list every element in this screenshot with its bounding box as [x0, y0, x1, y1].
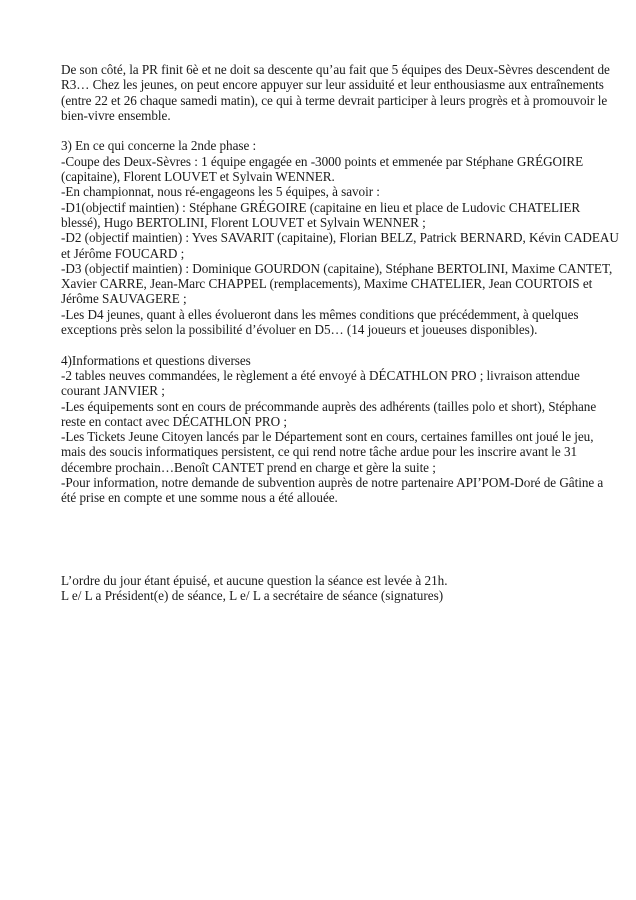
blank-line — [61, 123, 576, 138]
section-3-second-phase — [61, 138, 619, 338]
closing-statement — [61, 573, 576, 604]
text-line: -Pour information, notre demande de subvention auprès de notre partenaire API’POM-Doré de Gâtine a — [61, 475, 604, 491]
text-line: (entre 22 et 26 chaque samedi matin), ce qui à terme devrait participer à leurs progrès et à promouvoir le — [61, 92, 608, 108]
text-line: mais des soucis informatiques persistent, ce qui rend notre tâche ardue pour les inscrire avant le 31 — [61, 444, 578, 460]
text-line: -En championnat, nous ré-engageons les 5 équipes, à savoir : — [61, 184, 380, 200]
intro-paragraph — [61, 62, 610, 123]
text-line: -Les Tickets Jeune Citoyen lancés par le Département sont en cours, certaines familles ont joué le jeu, — [61, 429, 594, 445]
text-line: bien-vivre ensemble. — [61, 107, 171, 123]
text-line: reste en contact avec DÉCATHLON PRO ; — [61, 413, 287, 429]
text-line: -2 tables neuves commandées, le règlement a été envoyé à DÉCATHLON PRO ; livraison attendue — [61, 367, 580, 383]
section-4-informations — [61, 352, 604, 506]
text-line: exceptions près selon la possibilité d’évoluer en D5… (14 joueurs et joueuses disponibles). — [61, 322, 538, 338]
text-line: -D1(objectif maintien) : Stéphane GRÉGOIRE (capitaine en lieu et place de Ludovic CHATELIER — [61, 199, 581, 215]
text-line: -Les D4 jeunes, quant à elles évolueront dans les mêmes conditions que précédemment, à quelques — [61, 306, 579, 322]
section-heading: 4)Informations et questions diverses — [61, 352, 251, 368]
text-line: décembre prochain…Benoît CANTET prend en charge et gère la suite ; — [61, 459, 436, 475]
text-line: -Coupe des Deux-Sèvres : 1 équipe engagée en -3000 points et emmenée par Stéphane GRÉGOIRE — [61, 153, 584, 169]
text-line: Jérôme SAUVAGERE ; — [61, 291, 187, 307]
text-line: (capitaine), Florent LOUVET et Sylvain WENNER. — [61, 169, 335, 185]
blank-line — [61, 337, 576, 352]
text-line: -D2 (objectif maintien) : Yves SAVARIT (capitaine), Florian BELZ, Patrick BERNARD, Kévin CADEAU — [61, 230, 619, 246]
closing-line: L’ordre du jour étant épuisé, et aucune question la séance est levée à 21h. — [61, 573, 448, 588]
text-line: blessé), Hugo BERTOLINI, Florent LOUVET et Sylvain WENNER ; — [61, 214, 426, 230]
signatures-line: L e/ L a Président(e) de séance, L e/ L a secrétaire de séance (signatures) — [61, 588, 444, 604]
document-body — [61, 62, 619, 506]
text-line: -D3 (objectif maintien) : Dominique GOURDON (capitaine), Stéphane BERTOLINI, Maxime CANTET, — [61, 260, 613, 276]
section-heading: 3) En ce qui concerne la 2nde phase : — [61, 138, 257, 154]
text-line: Xavier CARRE, Jean-Marc CHAPPEL (remplacements), Maxime CHATELIER, Jean COURTOIS et — [61, 276, 593, 292]
text-line: De son côté, la PR finit 6è et ne doit sa descente qu’au fait que 5 équipes des Deux-Sèvres descendent de — [61, 62, 610, 77]
text-line: courant JANVIER ; — [61, 383, 165, 399]
text-line: R3… Chez les jeunes, on peut encore appuyer sur leur assiduité et leur enthousiasme aux entraînements — [61, 77, 604, 93]
text-line: et Jérôme FOUCARD ; — [61, 245, 185, 261]
text-line: -Les équipements sont en cours de précommande auprès des adhérents (tailles polo et short), Stéphane — [61, 398, 597, 414]
text-line: été prise en compte et une somme nous a été allouée. — [61, 490, 338, 506]
